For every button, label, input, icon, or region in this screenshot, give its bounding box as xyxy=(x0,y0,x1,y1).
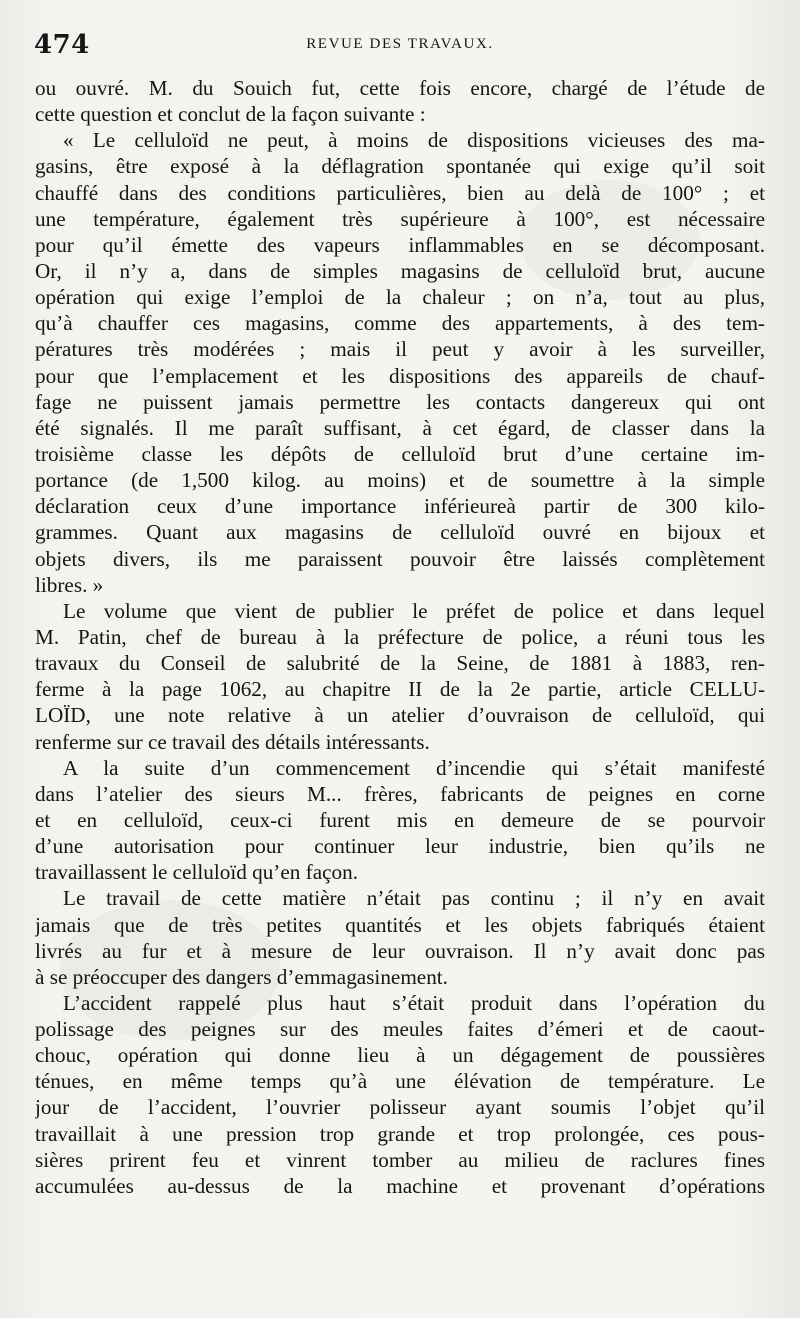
text-line: travaillait à une pression trop grande et trop prolongée, ces pous- xyxy=(35,1121,765,1146)
text-line: qu’à chauffer ces magasins, comme des appartements, à des tem- xyxy=(35,311,765,336)
text-line: opération qui exige l’emploi de la chaleur ; on n’a, tout au plus, xyxy=(35,285,765,310)
text-line: pour qu’il émette des vapeurs inflammables en se décomposant. xyxy=(35,232,765,257)
text-line: renferme sur ce travail des détails intéressants. xyxy=(35,729,430,754)
text-line: d’une autorisation pour continuer leur industrie, bien qu’ils ne xyxy=(35,834,765,859)
text-line: A la suite d’un commencement d’incendie qui s’était manifesté xyxy=(63,755,765,780)
text-line: été signalés. Il me paraît suffisant, à cet égard, de classer dans la xyxy=(35,415,765,440)
text-line: gasins, être exposé à la déflagration spontanée qui exige qu’il soit xyxy=(35,154,765,179)
text-line: travaux du Conseil de salubrité de la Seine, de 1881 à 1883, ren- xyxy=(35,651,765,676)
page-number: 474 xyxy=(34,30,90,60)
running-head: REVUE DES TRAVAUX. xyxy=(306,36,494,52)
body-text xyxy=(35,75,765,1199)
text-line: M. Patin, chef de bureau à la préfecture de police, a réuni tous les xyxy=(35,624,765,649)
text-line: sières prirent feu et vinrent tomber au milieu de raclures fines xyxy=(35,1147,765,1172)
text-line: jour de l’accident, l’ouvrier polisseur ayant soumis l’objet qu’il xyxy=(35,1095,765,1120)
text-line: objets divers, ils me paraissent pouvoir être laissés complètement xyxy=(35,546,765,571)
text-line: livrés au fur et à mesure de leur ouvraison. Il n’y avait donc pas xyxy=(35,938,765,963)
text-line: libres. » xyxy=(35,572,104,597)
text-line: troisième classe les dépôts de celluloïd brut d’une certaine im- xyxy=(35,441,765,466)
text-line: grammes. Quant aux magasins de celluloïd ouvré en bijoux et xyxy=(35,520,765,545)
text-line: ténues, en même temps qu’à une élévation de température. Le xyxy=(35,1069,765,1094)
text-line: déclaration ceux d’une importance inférieureà partir de 300 kilo- xyxy=(35,494,765,519)
text-line: dans l’atelier des sieurs M... frères, fabricants de peignes en corne xyxy=(35,781,765,806)
page-header xyxy=(34,30,766,60)
text-line: fage ne puissent jamais permettre les contacts dangereux qui ont xyxy=(35,389,765,414)
text-line: travaillassent le celluloïd qu’en façon. xyxy=(35,860,358,885)
text-line: LOÏD, une note relative à un atelier d’ouvraison de celluloïd, qui xyxy=(35,703,765,728)
text-line: portance (de 1,500 kilog. au moins) et de soumettre à la simple xyxy=(35,468,765,493)
text-line: L’accident rappelé plus haut s’était produit dans l’opération du xyxy=(63,990,765,1015)
text-line: Le travail de cette matière n’était pas continu ; il n’y en avait xyxy=(63,886,765,911)
text-line: ou ouvré. M. du Souich fut, cette fois encore, chargé de l’étude de xyxy=(35,76,765,100)
text-line: pour que l’emplacement et les dispositions des appareils de chauf- xyxy=(35,363,765,388)
text-line: chouc, opération qui donne lieu à un dégagement de poussières xyxy=(35,1043,765,1068)
text-line: cette question et conclut de la façon suivante : xyxy=(35,102,426,127)
text-line: pératures très modérées ; mais il peut y avoir à les surveiller, xyxy=(35,337,765,362)
text-line: Or, il n’y a, dans de simples magasins de celluloïd brut, aucune xyxy=(35,258,765,283)
text-line: à se préoccuper des dangers d’emmagasinement. xyxy=(35,964,448,989)
text-line: chauffé dans des conditions particulières, bien au delà de 100° ; et xyxy=(35,180,765,205)
text-line: Le volume que vient de publier le préfet de police et dans lequel xyxy=(63,598,765,623)
text-line: une température, également très supérieure à 100°, est nécessaire xyxy=(35,206,765,231)
text-line: « Le celluloïd ne peut, à moins de dispositions vicieuses des ma- xyxy=(63,128,765,153)
text-line: jamais que de très petites quantités et les objets fabriqués étaient xyxy=(35,912,765,937)
text-line: ferme à la page 1062, au chapitre II de la 2e partie, article CELLU- xyxy=(35,677,765,702)
text-line: accumulées au-dessus de la machine et provenant d’opérations xyxy=(35,1173,765,1198)
text-line: polissage des peignes sur des meules faites d’émeri et de caout- xyxy=(35,1017,765,1042)
text-line: et en celluloïd, ceux-ci furent mis en demeure de se pourvoir xyxy=(35,807,765,832)
